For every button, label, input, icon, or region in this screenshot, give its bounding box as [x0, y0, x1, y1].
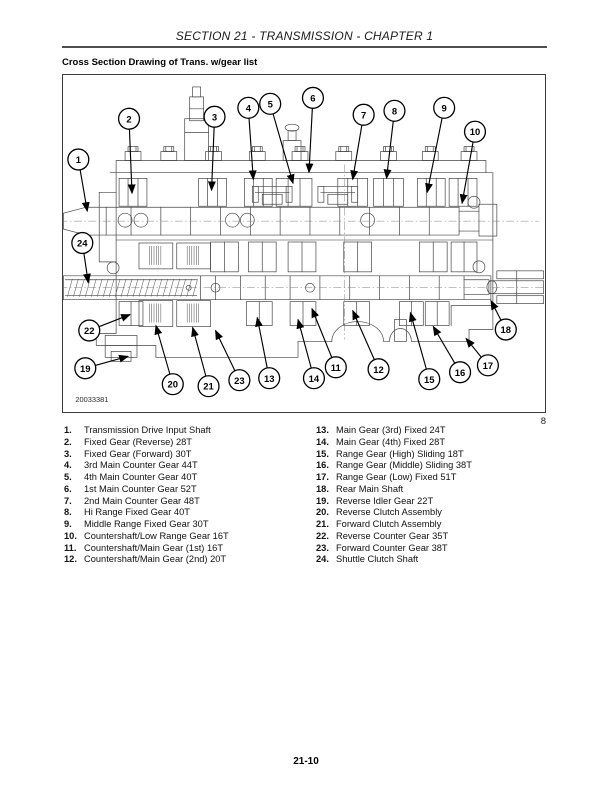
figure-number: 8	[540, 416, 546, 427]
part-text: Countershaft/Main Gear (1st) 16T	[84, 542, 223, 553]
centerlines	[63, 164, 545, 339]
part-number: 14.	[316, 436, 329, 447]
svg-text:1: 1	[75, 155, 81, 167]
callout-24	[72, 233, 93, 283]
part-number: 1.	[64, 425, 72, 435]
part-number: 15.	[316, 448, 329, 459]
callout-6	[303, 87, 324, 172]
header-rule	[62, 46, 547, 48]
part-text: Fixed Gear (Reverse) 28T	[84, 436, 192, 447]
part-text: Forward Clutch Assembly	[336, 519, 442, 529]
part-number: 13.	[316, 425, 329, 435]
parts-list-item	[316, 449, 546, 461]
parts-list-item	[64, 531, 316, 543]
part-number: 4.	[64, 460, 72, 471]
part-text: Fixed Gear (Forward) 30T	[84, 448, 192, 459]
svg-text:9: 9	[441, 103, 447, 115]
parts-list-item	[316, 437, 546, 449]
part-number: 8.	[64, 507, 72, 518]
part-number: 5.	[64, 472, 72, 482]
part-text: 1st Main Counter Gear 52T	[84, 483, 197, 494]
part-text: Range Gear (Middle) Sliding 38T	[336, 460, 472, 471]
svg-text:3: 3	[211, 112, 218, 124]
parts-list-left	[64, 425, 316, 566]
figure-box	[62, 74, 546, 413]
part-text: Forward Counter Gear 38T	[336, 542, 448, 553]
hatch-pattern	[67, 246, 198, 323]
part-number: 20.	[316, 507, 329, 518]
svg-text:23: 23	[234, 375, 245, 387]
part-number: 11.	[64, 542, 77, 553]
parts-list-item	[64, 472, 316, 484]
callout-18	[491, 301, 516, 340]
parts-list-item	[316, 554, 546, 566]
parts-list-item	[316, 484, 546, 496]
callout-23	[216, 330, 250, 390]
part-number: 17.	[316, 472, 329, 482]
part-text: 3rd Main Counter Gear 44T	[84, 460, 198, 471]
part-number: 3.	[64, 448, 72, 459]
svg-text:2: 2	[126, 114, 132, 126]
parts-list	[64, 425, 546, 566]
svg-text:8: 8	[391, 106, 398, 118]
parts-list-item	[64, 460, 316, 472]
transmission-cross-section-drawing	[63, 75, 545, 412]
svg-text:6: 6	[310, 93, 316, 105]
svg-text:7: 7	[361, 110, 367, 122]
page-number: 21-10	[293, 756, 319, 767]
parts-list-item	[64, 484, 316, 496]
part-text: Main Gear (3rd) Fixed 24T	[336, 425, 446, 435]
part-text: Middle Range Fixed Gear 30T	[84, 519, 209, 529]
svg-text:4: 4	[245, 103, 251, 115]
svg-text:18: 18	[500, 325, 512, 337]
part-number: 21.	[316, 519, 329, 529]
part-text: Main Gear (4th) Fixed 28T	[336, 436, 446, 447]
parts-list-item	[64, 507, 316, 519]
figure-title: Cross Section Drawing of Trans. w/gear list	[62, 57, 258, 68]
parts-list-item	[64, 496, 316, 508]
part-text: Countershaft/Main Gear (2nd) 20T	[84, 554, 227, 565]
callout-19	[75, 356, 128, 378]
svg-text:14: 14	[308, 373, 320, 385]
svg-text:5: 5	[267, 99, 273, 111]
svg-text:22: 22	[84, 326, 95, 338]
callout-10	[462, 121, 485, 203]
part-text: Transmission Drive Input Shaft	[84, 425, 211, 435]
part-text: Hi Range Fixed Gear 40T	[84, 507, 190, 518]
parts-list-item	[316, 531, 546, 543]
parts-list-item	[316, 519, 546, 531]
svg-text:12: 12	[373, 364, 384, 376]
svg-text:10: 10	[469, 127, 481, 139]
parts-list-item	[64, 519, 316, 531]
parts-list-item	[316, 507, 546, 519]
callout-20	[156, 326, 183, 395]
part-number: 18.	[316, 483, 329, 494]
part-number: 23.	[316, 542, 329, 553]
parts-list-right	[316, 425, 546, 566]
part-number: 9.	[64, 519, 72, 529]
part-number: 12.	[64, 554, 77, 565]
parts-list-item	[64, 449, 316, 461]
svg-text:15: 15	[424, 374, 435, 386]
drawing-id: 20033381	[75, 395, 109, 405]
callout-1	[68, 149, 89, 211]
callout-13	[257, 318, 279, 389]
part-number: 24.	[316, 554, 329, 565]
svg-text:21: 21	[203, 381, 214, 393]
callout-4	[238, 97, 259, 179]
callout-21	[193, 328, 219, 397]
part-number: 22.	[316, 530, 329, 541]
svg-text:24: 24	[77, 238, 88, 250]
part-number: 19.	[316, 495, 329, 506]
part-text: Range Gear (High) Sliding 18T	[336, 448, 464, 459]
section-header: SECTION 21 - TRANSMISSION - CHAPTER 1	[175, 29, 434, 43]
part-text: Reverse Counter Gear 35T	[336, 530, 449, 541]
parts-list-item	[64, 425, 316, 437]
part-text: Reverse Clutch Assembly	[336, 507, 442, 518]
callout-2	[119, 108, 140, 193]
part-number: 10.	[64, 530, 77, 541]
part-text: Rear Main Shaft	[336, 483, 404, 494]
parts-list-item	[316, 460, 546, 472]
svg-text:11: 11	[330, 362, 341, 374]
parts-list-item	[316, 425, 546, 437]
callout-7	[353, 104, 374, 179]
callout-12	[353, 311, 389, 380]
part-text: Countershaft/Low Range Gear 16T	[84, 530, 229, 541]
callout-22	[79, 315, 130, 341]
callout-3	[204, 106, 225, 190]
part-number: 6.	[64, 483, 72, 494]
part-number: 2.	[64, 436, 72, 447]
part-text: 4th Main Counter Gear 40T	[84, 472, 198, 482]
part-number: 7.	[64, 495, 72, 506]
part-text: Range Gear (Low) Fixed 51T	[336, 472, 457, 482]
parts-list-item	[316, 472, 546, 484]
part-text: Shuttle Clutch Shaft	[336, 554, 419, 565]
part-text: Reverse Idler Gear 22T	[336, 495, 434, 506]
svg-text:17: 17	[482, 360, 494, 372]
svg-text:13: 13	[263, 373, 275, 385]
part-number: 16.	[316, 460, 329, 471]
svg-text:16: 16	[454, 367, 466, 379]
callout-8	[384, 100, 405, 178]
parts-list-item	[64, 554, 316, 566]
parts-list-item	[64, 543, 316, 555]
parts-list-item	[64, 437, 316, 449]
part-text: 2nd Main Counter Gear 48T	[84, 495, 200, 506]
parts-list-item	[316, 496, 546, 508]
svg-text:20: 20	[167, 379, 179, 391]
parts-list-item	[316, 543, 546, 555]
svg-text:19: 19	[80, 363, 91, 375]
callout-11	[312, 309, 346, 378]
